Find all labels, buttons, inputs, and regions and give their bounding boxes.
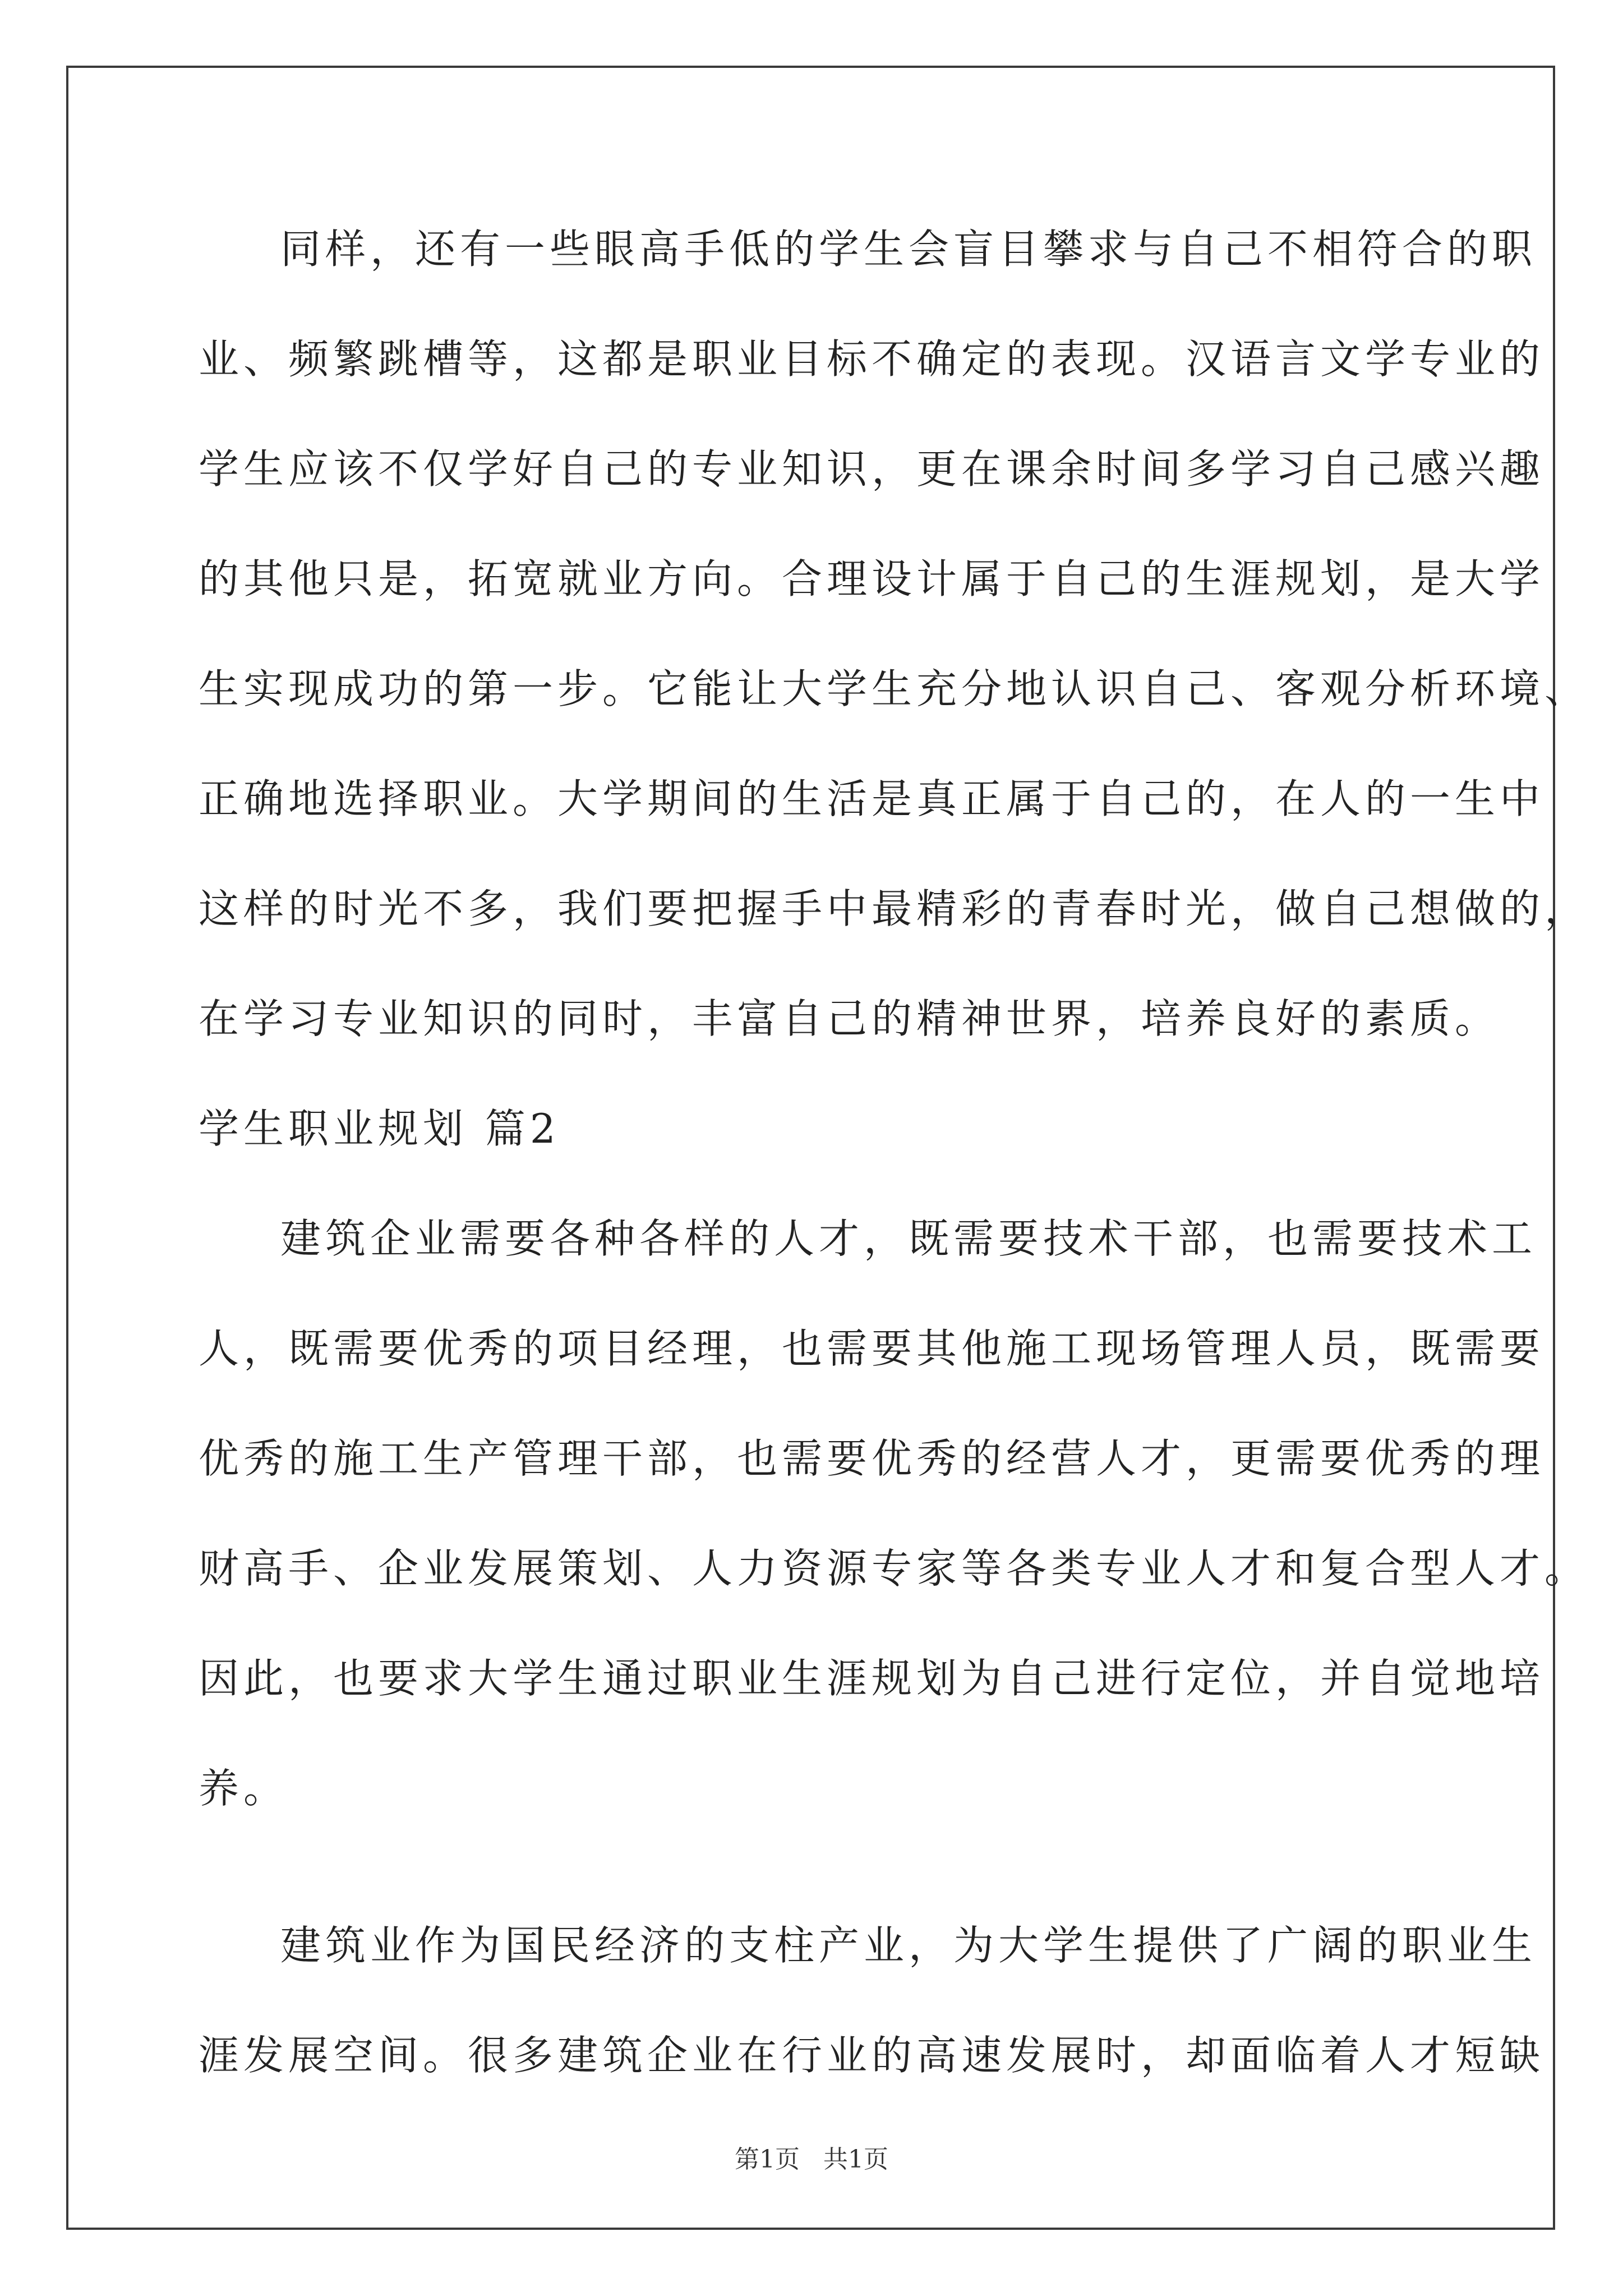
text-line: 业、频繁跳槽等，这都是职业目标不确定的表现。汉语言文学专业的 (199, 335, 1545, 383)
text-line: 生实现成功的第一步。它能让大学生充分地认识自己、客观分析环境、 (199, 665, 1590, 712)
text-line: 养。 (199, 1765, 289, 1812)
text-line: 人，既需要优秀的项目经理，也需要其他施工现场管理人员，既需要 (199, 1325, 1545, 1372)
text-line: 这样的时光不多，我们要把握手中最精彩的青春时光，做自己想做的， (199, 885, 1590, 932)
page-footer: 第1页 共1页 (735, 2145, 888, 2174)
paragraph-2 (199, 1202, 1590, 1861)
text-line: 涯发展空间。很多建筑企业在行业的高速发展时，却面临着人才短缺 (199, 2032, 1545, 2079)
text-line: 的其他只是，拓宽就业方向。合理设计属于自己的生涯规划，是大学 (199, 555, 1545, 602)
text-line: 因此，也要求大学生通过职业生涯规划为自己进行定位，并自觉地培 (199, 1655, 1545, 1702)
text-line: 正确地选择职业。大学期间的生活是真正属于自己的，在人的一生中 (199, 775, 1545, 822)
text-line: 在学习专业知识的同时，丰富自己的精神世界，培养良好的素质。 (199, 995, 1500, 1042)
text-line: 建筑业作为国民经济的支柱产业，为大学生提供了广阔的职业生 (280, 1922, 1537, 1969)
paragraph-gap (199, 1861, 1470, 1908)
text-line: 建筑企业需要各种各样的人才，既需要技术干部，也需要技术工 (280, 1215, 1537, 1262)
text-line: 财高手、企业发展策划、人力资源专家等各类专业人才和复合型人才。 (199, 1545, 1590, 1592)
section-heading: 学生职业规划 篇2 (199, 1105, 560, 1152)
text-line: 优秀的施工生产管理干部，也需要优秀的经营人才，更需要优秀的理 (199, 1435, 1545, 1482)
document-body (199, 212, 1590, 2128)
text-line: 同样，还有一些眼高手低的学生会盲目攀求与自己不相符合的职 (280, 226, 1537, 273)
paragraph-3 (199, 1908, 1545, 2128)
paragraph-1 (199, 212, 1590, 1092)
text-line: 学生应该不仅学好自己的专业知识，更在课余时间多学习自己感兴趣 (199, 445, 1545, 493)
